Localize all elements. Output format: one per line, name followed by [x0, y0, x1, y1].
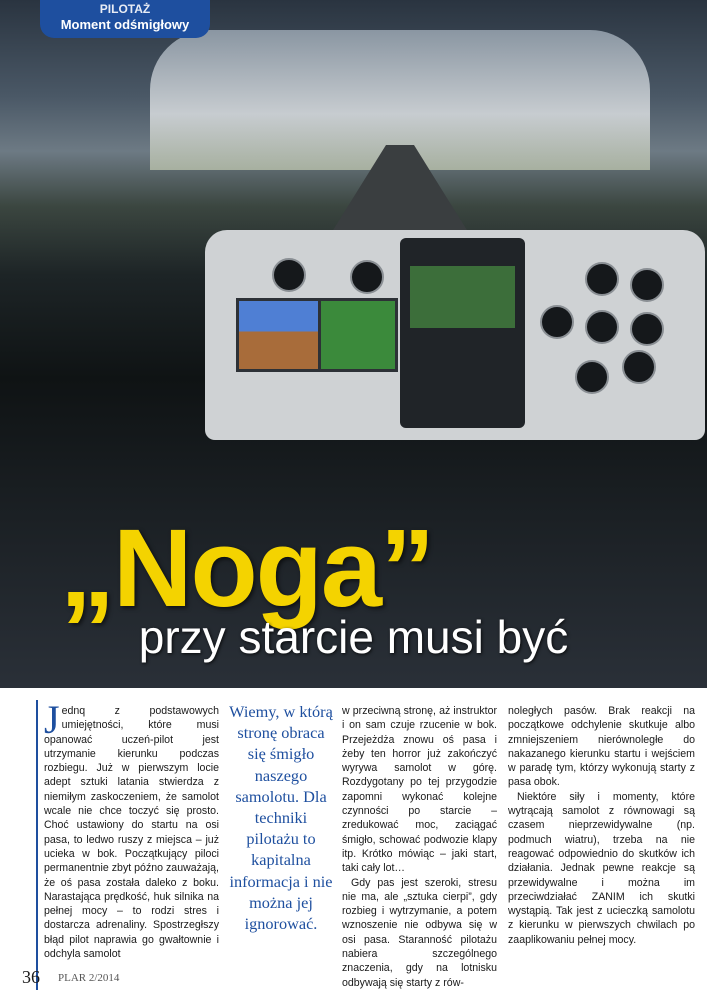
gauge — [350, 260, 384, 294]
primary-flight-display — [236, 298, 322, 372]
paragraph: Jednq z podstawowych umiejętności, które musi opanować uczeń-pilot jest utrzymanie kierunku podczas rozbiegu. Już w pierwszym locie adept sztuki latania stwierdza z niemiłym zaskoczeniem, że samolot wcale nie chce toczyć się prosto. Choć ustawiony do startu na osi pasa, to ledwo ruszy z miejsca – już ucieka w bok. Początkujący piloci permanentnie zbyt późno zauważają, że oś pasa została daleko z boku. Narastająca prędkość, huk silnika na pełnej mocy – to rodzi stres i dostarcza adrenaliny. Spostrzegłszy błąd pilot naprawia go gwałtownie i odchyla samolot — [44, 697, 219, 961]
headline: „Noga” — [60, 507, 433, 630]
subheadline: przy starcie musi być — [138, 611, 569, 663]
gps-screen — [410, 266, 515, 328]
gauge — [585, 310, 619, 344]
paragraph: Niektóre siły i momenty, które wytrącają samolot z równowagi są czasem nieprzewidywalne (np. podmuch wiatru), trzeba na nie reagować odpowiednio do skutków ich działania. Jednak pewne reakcje są przewidywalne i można im przeciwdziałać ZANIM ich skutki wystąpią. Tak jest z ucieczką samolotu z kierunku w pierwszych chwilach po zaaplikowaniu pełnej mocy. — [508, 790, 695, 946]
section-flag — [40, 0, 210, 38]
paragraph: w przeciwną stronę, aż instruktor i on sam czuje rzucenie w bok. Przejeżdża znowu oś pasa i żeby ten horror już zakończyć wyrywa samolot w górę. Rozdygotany po tej przygodzie zapomni wykonać kolejne czynności po starcie – zredukować moc, zaciągać śmigło, schować podwozie klapy itp. Krótko mówiąc – jaki start, taki cały lot… — [342, 705, 497, 875]
gauge — [575, 360, 609, 394]
article-column-1 — [44, 697, 219, 961]
gauge — [540, 305, 574, 339]
multi-function-display — [318, 298, 398, 372]
gauge — [585, 262, 619, 296]
section-label: PILOTAŻ — [99, 2, 151, 16]
drop-cap: J — [44, 697, 60, 742]
gauge — [630, 312, 664, 346]
article-column-3 — [342, 704, 497, 990]
paragraph: Gdy pas jest szeroki, stresu nie ma, ale „sztuka cierpi”, gdy rozbieg i wytrzymanie, a potem wznoszenie nie odbywa się w osi pasa. Staranność pilotażu nabiera szczególnego znaczenia, gdy na lotnisku odbywają się starty z rów- — [342, 876, 497, 989]
gauge — [630, 268, 664, 302]
section-topic: Moment odśmigłowy — [60, 17, 190, 32]
column-rule — [36, 700, 38, 990]
issue-label: PLAR 2/2014 — [58, 972, 120, 984]
page-number: 36 — [22, 967, 40, 987]
gauge — [622, 350, 656, 384]
avionics-stack — [400, 238, 525, 428]
article-column-4 — [508, 704, 695, 947]
paragraph: noległych pasów. Brak reakcji na początkowe odchylenie skutkuje albo zmniejszeniem nierównoległe do nakazanego kierunku startu i wejściem w paradę tym, którzy wykonują starty z pasa obok. — [508, 705, 695, 789]
pull-quote: Wiemy, w którą stronę obraca się śmigło naszego samolotu. Dla techniki pilotażu to kapitalna informacja i nie można jej ignorować. — [229, 702, 333, 934]
gauge — [272, 258, 306, 292]
